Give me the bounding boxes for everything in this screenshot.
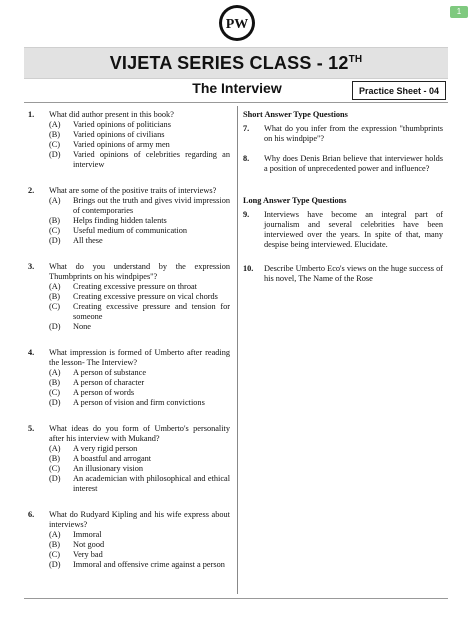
question-text: What ideas do you form of Umberto's personality after his interview with Mukand? [49,424,230,443]
option-label: (C) [49,140,61,149]
option-item [49,120,230,130]
option-item [49,474,230,494]
question-text: What do you understand by the expression Thumbprints on his windpipes"? [49,262,230,281]
question-item [243,210,443,250]
question-number: 6. [28,510,35,519]
question-item [28,110,230,170]
question-item [28,424,230,494]
question-text: What are some of the positive traits of interviews? [49,186,217,195]
option-label: (B) [49,292,61,301]
question-text: Describe Umberto Eco's views on the huge success of his novel, The Name of the Rose [264,264,443,283]
option-item [49,454,230,464]
option-text: A person of words [73,388,135,397]
option-item [49,226,230,236]
option-text: A boastful and arrogant [73,454,152,463]
option-item [49,196,230,216]
option-text: All these [73,236,103,245]
option-label: (A) [49,444,61,453]
practice-sheet-label: Practice Sheet - 04 [352,81,446,100]
option-label: (C) [49,302,61,311]
option-label: (A) [49,120,61,129]
option-label: (A) [49,282,61,291]
option-label: (A) [49,368,61,377]
option-item [49,368,230,378]
option-label: (D) [49,398,61,407]
option-item [49,150,230,170]
question-item [243,264,443,284]
question-number: 3. [28,262,35,271]
option-label: (A) [49,196,61,205]
option-text: An illusionary vision [73,464,144,473]
question-number: 1. [28,110,35,119]
option-item [49,282,230,292]
question-item [28,262,230,332]
question-item [28,186,230,246]
option-text: Varied opinions of civilians [73,130,165,139]
option-text: Very bad [73,550,103,559]
option-label: (D) [49,236,61,245]
option-label: (D) [49,560,61,569]
option-item [49,550,230,560]
option-item [49,130,230,140]
option-item [49,216,230,226]
question-number: 8. [243,154,250,163]
option-item [49,560,230,570]
option-item [49,302,230,322]
option-label: (D) [49,322,61,331]
option-text: Helps finding hidden talents [73,216,167,225]
option-label: (B) [49,454,61,463]
option-text: Immoral and offensive crime against a person [73,560,225,569]
question-item [28,510,230,570]
option-text: Creating excessive pressure on throat [73,282,197,291]
option-text: An academician with philosophical and ethical interest [73,474,230,493]
option-label: (B) [49,540,61,549]
option-item [49,464,230,474]
short-answer-heading: Short Answer Type Questions [243,110,348,119]
option-label: (C) [49,388,61,397]
long-answer-heading: Long Answer Type Questions [243,196,347,205]
option-text: Creating excessive pressure on vical chords [73,292,218,301]
question-text: What impression is formed of Umberto after reading the lesson- The Interview? [49,348,230,367]
question-number: 4. [28,348,35,357]
option-label: (B) [49,216,61,225]
question-text: What do Rudyard Kipling and his wife express about interviews? [49,510,230,529]
option-item [49,540,230,550]
option-item [49,388,230,398]
question-number: 7. [243,124,250,133]
question-number: 2. [28,186,35,195]
option-item [49,378,230,388]
series-header-bar [24,47,448,79]
option-label: (A) [49,530,61,539]
option-label: (C) [49,226,61,235]
option-text: Brings out the truth and gives vivid impression of contemporaries [73,196,230,215]
option-text: Creating excessive pressure and tension for someone [73,302,230,321]
option-text: None [73,322,91,331]
question-text: Interviews have become an integral part of journalism and several celebrities have been interviewed over the years. In spite of that, many despise being interviewed. Elucidate. [264,210,443,249]
column-divider [237,106,238,594]
question-number: 5. [28,424,35,433]
logo-text: PW [225,17,249,32]
option-label: (C) [49,464,61,473]
option-label: (C) [49,550,61,559]
option-text: Useful medium of communication [73,226,188,235]
question-text: What do you infer from the expression "thumbprints on his windpipe"? [264,124,443,143]
option-text: Varied opinions of army men [73,140,170,149]
question-text: What did author present in this book? [49,110,174,119]
option-text: Immoral [73,530,102,539]
question-text: Why does Denis Brian believe that interviewer holds a position of unprecedented power and influence? [264,154,443,173]
question-item [243,154,443,174]
option-label: (B) [49,378,61,387]
chapter-title: The Interview [192,80,282,96]
question-item [28,348,230,408]
question-number: 9. [243,210,250,219]
option-label: (D) [49,150,61,159]
option-text: A person of character [73,378,145,387]
option-text: A person of vision and firm convictions [73,398,205,407]
option-text: Varied opinions of celebrities regarding an interview [73,150,230,169]
top-divider [24,102,448,103]
option-label: (D) [49,474,61,483]
series-title: VIJETA SERIES CLASS - 12TH [109,52,363,73]
option-text: Not good [73,540,105,549]
subjective-column [243,110,443,294]
option-text: A person of substance [73,368,147,377]
option-item [49,292,230,302]
bottom-divider [24,598,448,599]
option-label: (B) [49,130,61,139]
question-item [243,124,443,144]
question-number: 10. [243,264,254,273]
option-item [49,140,230,150]
option-item [49,444,230,454]
option-item [49,398,230,408]
mcq-column [28,110,230,586]
option-text: A very rigid person [73,444,138,453]
option-text: Varied opinions of politicians [73,120,171,129]
option-item [49,322,230,332]
pw-logo-icon [218,4,256,42]
page-number-badge: 1 [450,6,468,18]
option-item [49,530,230,540]
option-item [49,236,230,246]
